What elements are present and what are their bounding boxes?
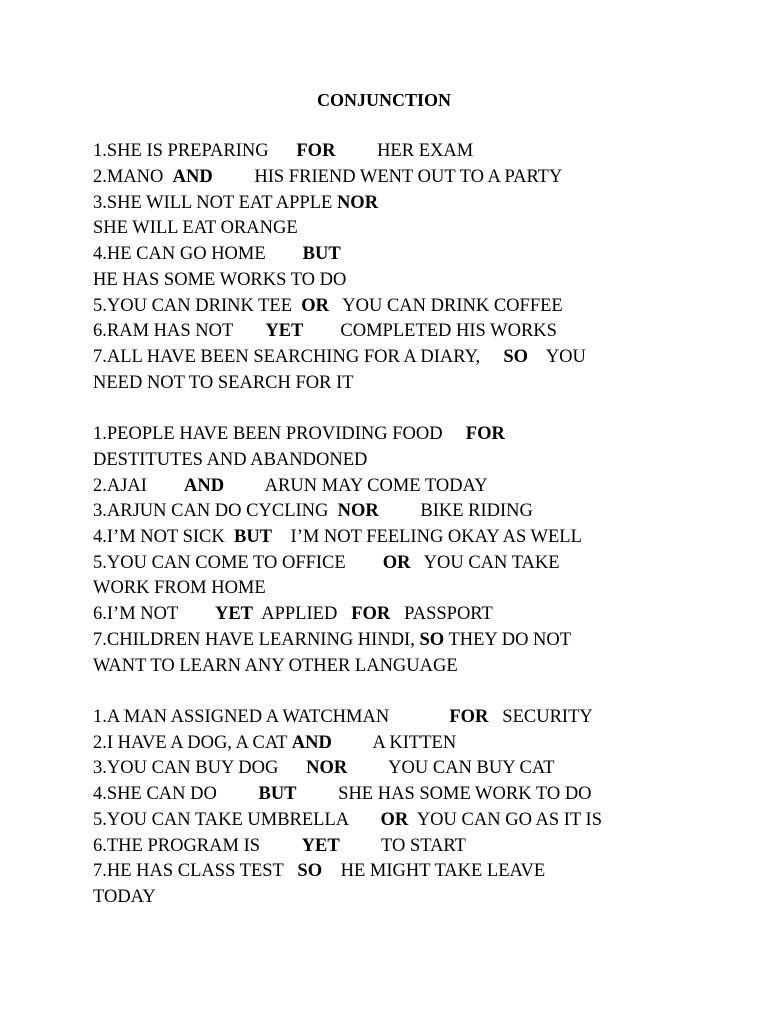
sentence-text: 2.I HAVE A DOG, A CAT xyxy=(93,733,292,753)
sentence-text: ARUN MAY COME TODAY xyxy=(224,476,488,496)
sentence-line xyxy=(93,423,505,445)
sentence-text: 7.HE HAS CLASS TEST xyxy=(93,861,298,881)
sentence-text: 3.ARJUN CAN DO CYCLING xyxy=(93,501,338,521)
sentence-line xyxy=(93,449,367,471)
sentence-text: SHE WILL EAT ORANGE xyxy=(93,218,298,238)
conjunction-word: FOR xyxy=(296,141,336,161)
sentence-text: 4.HE CAN GO HOME xyxy=(93,244,303,264)
sentence-line xyxy=(93,809,602,831)
sentence-text: A KITTEN xyxy=(331,733,457,753)
sentence-text: 3.YOU CAN BUY DOG xyxy=(93,758,307,778)
sentence-text: SECURITY xyxy=(488,707,593,727)
conjunction-word: OR xyxy=(301,296,330,316)
sentence-line xyxy=(93,706,593,728)
sentence-text: 4.I’M NOT SICK xyxy=(93,527,234,547)
sentence-text: 1.PEOPLE HAVE BEEN PROVIDING FOOD xyxy=(93,424,466,444)
conjunction-word: NOR xyxy=(306,758,348,778)
sentence-line xyxy=(93,475,488,497)
sentence-text: TODAY xyxy=(93,887,156,907)
sentence-line xyxy=(93,140,473,162)
sentence-line xyxy=(93,295,563,317)
sentence-text: HE HAS SOME WORKS TO DO xyxy=(93,270,347,290)
sentence-text: WANT TO LEARN ANY OTHER LANGUAGE xyxy=(93,656,458,676)
conjunction-word: NOR xyxy=(336,193,379,213)
sentence-line xyxy=(93,835,466,857)
sentence-text: 6.I’M NOT xyxy=(93,604,215,624)
conjunction-word: SO xyxy=(503,347,528,367)
conjunction-word: BUT xyxy=(233,527,273,547)
sentence-text: I’M NOT FEELING OKAY AS WELL xyxy=(272,527,582,547)
conjunction-word: NOR xyxy=(337,501,379,521)
sentence-line xyxy=(93,783,592,805)
sentence-line xyxy=(93,732,456,754)
sentence-line xyxy=(93,655,458,677)
conjunction-word: BUT xyxy=(302,244,341,264)
sentence-line xyxy=(93,526,582,548)
sentence-line xyxy=(93,346,586,368)
sentence-text: TO START xyxy=(339,836,466,856)
sentence-text: YOU xyxy=(528,347,586,367)
conjunction-word: SO xyxy=(419,630,445,650)
conjunction-word: AND xyxy=(291,733,332,753)
sentence-line xyxy=(93,552,560,574)
conjunction-word: FOR xyxy=(465,424,505,444)
conjunction-word: OR xyxy=(380,810,409,830)
conjunction-word: AND xyxy=(183,476,225,496)
sentence-text: YOU CAN DRINK COFFEE xyxy=(329,296,563,316)
sentence-text: PASSPORT xyxy=(390,604,493,624)
sentence-text: BIKE RIDING xyxy=(378,501,533,521)
sentence-text: YOU CAN GO AS IT IS xyxy=(408,810,603,830)
sentence-text: WORK FROM HOME xyxy=(93,578,266,598)
sentence-line xyxy=(93,320,557,342)
sentence-text: 5.YOU CAN DRINK TEE xyxy=(93,296,302,316)
sentence-text: 7.CHILDREN HAVE LEARNING HINDI, xyxy=(93,630,420,650)
sentence-text: 1.A MAN ASSIGNED A WATCHMAN xyxy=(93,707,450,727)
sentence-line xyxy=(93,217,298,239)
sentence-text: 6.THE PROGRAM IS xyxy=(93,836,302,856)
sentence-text: 3.SHE WILL NOT EAT APPLE xyxy=(93,193,337,213)
sentence-text: NEED NOT TO SEARCH FOR IT xyxy=(93,373,354,393)
conjunction-word: BUT xyxy=(258,784,297,804)
sentence-line xyxy=(93,166,562,188)
sentence-text: 4.SHE CAN DO xyxy=(93,784,259,804)
sentence-text: HER EXAM xyxy=(335,141,474,161)
sentence-line xyxy=(93,269,346,291)
sentence-line xyxy=(93,243,341,265)
conjunction-word: AND xyxy=(172,167,213,187)
sentence-text: 6.RAM HAS NOT xyxy=(93,321,266,341)
conjunction-word: OR xyxy=(382,553,411,573)
sentence-line xyxy=(93,603,493,625)
sentence-text: HIS FRIEND WENT OUT TO A PARTY xyxy=(212,167,563,187)
conjunction-word: YET xyxy=(301,836,340,856)
sentence-line xyxy=(93,577,266,599)
sentence-line xyxy=(93,860,545,882)
sentence-text: COMPLETED HIS WORKS xyxy=(303,321,557,341)
sentence-line xyxy=(93,500,533,522)
conjunction-word: YET xyxy=(265,321,304,341)
sentence-line xyxy=(93,629,571,651)
sentence-text: 7.ALL HAVE BEEN SEARCHING FOR A DIARY, xyxy=(93,347,504,367)
conjunction-word: SO xyxy=(297,861,323,881)
sentence-line xyxy=(93,886,156,908)
page-title: CONJUNCTION xyxy=(316,90,451,110)
sentence-text: DESTITUTES AND ABANDONED xyxy=(93,450,368,470)
sentence-text: 1.SHE IS PREPARING xyxy=(93,141,297,161)
conjunction-word: FOR xyxy=(351,604,391,624)
sentence-text: 2.MANO xyxy=(93,167,173,187)
sentence-text: SHE HAS SOME WORK TO DO xyxy=(296,784,592,804)
sentence-text: YOU CAN BUY CAT xyxy=(347,758,555,778)
sentence-line xyxy=(93,757,555,779)
sentence-text: 2.AJAI xyxy=(93,476,184,496)
sentence-text: 5.YOU CAN TAKE UMBRELLA xyxy=(93,810,381,830)
sentence-line xyxy=(93,192,378,214)
sentence-text: APPLIED xyxy=(253,604,352,624)
sentence-line xyxy=(93,372,354,394)
conjunction-word: FOR xyxy=(449,707,489,727)
sentence-text: THEY DO NOT xyxy=(444,630,572,650)
sentence-text: HE MIGHT TAKE LEAVE xyxy=(322,861,546,881)
sentence-text: 5.YOU CAN COME TO OFFICE xyxy=(93,553,383,573)
sentence-text: YOU CAN TAKE xyxy=(410,553,560,573)
conjunction-word: YET xyxy=(214,604,254,624)
